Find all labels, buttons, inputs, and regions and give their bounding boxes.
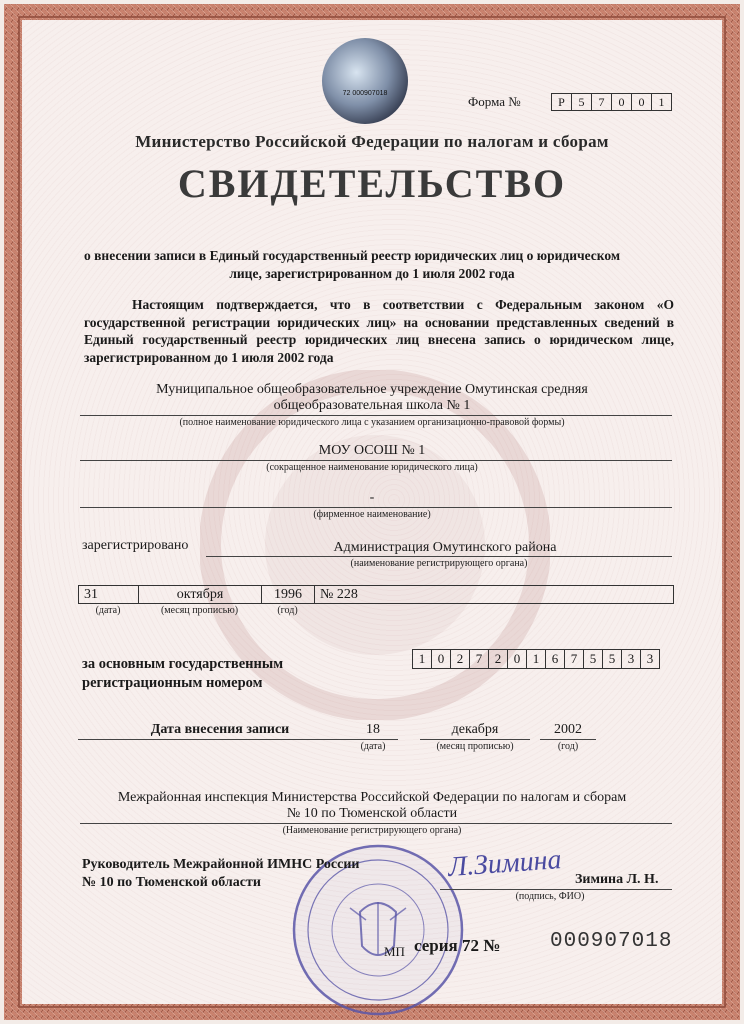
day-caption: (дата) bbox=[95, 605, 121, 616]
entity-full-name-line-2: общеобразовательная школа № 1 bbox=[273, 398, 471, 413]
divider bbox=[420, 739, 530, 740]
entity-full-name-line-1: Муниципальное общеобразовательное учреждение Омутинская средняя bbox=[156, 382, 588, 397]
form-number-digit-box: 7 bbox=[591, 93, 612, 111]
serial-number: 000907018 bbox=[550, 930, 673, 953]
form-number-digit-box: Р bbox=[551, 93, 572, 111]
firm-name-caption: (фирменное наименование) bbox=[313, 509, 431, 520]
divider bbox=[440, 889, 672, 890]
hologram-icon bbox=[322, 38, 408, 124]
series-label: серия 72 № bbox=[414, 936, 501, 955]
ogrn-digit-box: 1 bbox=[412, 649, 432, 669]
registration-authority: Администрация Омутинского района bbox=[333, 540, 557, 555]
ogrn-label bbox=[82, 655, 283, 693]
divider bbox=[540, 739, 596, 740]
entry-year-caption: (год) bbox=[557, 741, 579, 752]
signatory-position bbox=[82, 856, 359, 892]
ogrn-digit-box: 7 bbox=[564, 649, 584, 669]
registration-year: 1996 bbox=[274, 587, 302, 602]
subtitle-line-1: о внесении записи в Единый государственный реестр юридических лиц о юридическом bbox=[84, 248, 621, 263]
month-caption: (месяц прописью) bbox=[160, 605, 239, 616]
ogrn-digit-box: 0 bbox=[431, 649, 451, 669]
entry-month: декабря bbox=[451, 722, 499, 737]
registered-label: зарегистрировано bbox=[82, 538, 189, 553]
entry-month-caption: (месяц прописью) bbox=[436, 741, 514, 752]
divider bbox=[80, 507, 672, 508]
divider bbox=[78, 739, 360, 740]
form-label: Форма № bbox=[468, 94, 521, 109]
ogrn-digit-box: 6 bbox=[545, 649, 565, 669]
form-number-digit-box: 1 bbox=[651, 93, 672, 111]
ogrn-digit-box: 1 bbox=[526, 649, 546, 669]
ogrn-digit-box: 5 bbox=[602, 649, 622, 669]
short-name-caption: (сокращенное наименование юридического лица) bbox=[266, 462, 478, 473]
subtitle-line-2: лице, зарегистрированном до 1 июля 2002 года bbox=[229, 266, 515, 281]
divider bbox=[348, 739, 398, 740]
handwritten-signature: Л.Зимина bbox=[447, 844, 563, 883]
ogrn-number-boxes bbox=[412, 649, 660, 669]
form-number-digit-box: 5 bbox=[571, 93, 592, 111]
ogrn-digit-box: 2 bbox=[488, 649, 508, 669]
ogrn-digit-box: 2 bbox=[450, 649, 470, 669]
entry-date-label: Дата внесения записи bbox=[150, 722, 290, 737]
registration-number: № 228 bbox=[320, 587, 358, 602]
entry-day: 18 bbox=[366, 722, 380, 737]
page-title: СВИДЕТЕЛЬСТВО bbox=[177, 161, 567, 206]
entry-year: 2002 bbox=[554, 722, 582, 737]
form-number-boxes bbox=[551, 93, 672, 111]
position-line-1: Руководитель Межрайонной ИМНС России bbox=[82, 857, 360, 872]
statement-line-3: сведений в Единый государственный реестр юридических лиц внесена запись о bbox=[84, 314, 675, 347]
seal-place-label: МП bbox=[384, 944, 405, 959]
full-name-caption: (полное наименование юридического лица с указанием организационно-правовой формы) bbox=[179, 417, 565, 428]
ogrn-digit-box: 5 bbox=[583, 649, 603, 669]
ogrn-digit-box: 0 bbox=[507, 649, 527, 669]
signatory-name: Зимина Л. Н. bbox=[575, 872, 659, 887]
ogrn-digit-box: 3 bbox=[621, 649, 641, 669]
registration-month: октября bbox=[176, 587, 224, 602]
statement-line-2: «О государственной регистрации юридических лиц» на основании представленных bbox=[84, 297, 674, 330]
inspection-line-2: № 10 по Тюменской области bbox=[286, 806, 458, 821]
inspection-caption: (Наименование регистрирующего органа) bbox=[282, 825, 462, 836]
hologram-text: 72 000907018 bbox=[342, 90, 388, 97]
divider bbox=[80, 460, 672, 461]
ogrn-digit-box: 3 bbox=[640, 649, 660, 669]
divider bbox=[80, 823, 672, 824]
statement-line-4: юридическом лице, зарегистрированном до 1 июля 2002 года bbox=[84, 332, 675, 365]
year-caption: (год) bbox=[277, 605, 298, 616]
divider bbox=[206, 556, 672, 557]
divider bbox=[80, 415, 672, 416]
ogrn-digit-box: 7 bbox=[469, 649, 489, 669]
authority-caption: (наименование регистрирующего органа) bbox=[350, 558, 528, 569]
divider bbox=[314, 585, 315, 604]
entry-day-caption: (дата) bbox=[360, 741, 386, 752]
entity-short-name: МОУ ОСОШ № 1 bbox=[318, 443, 426, 458]
divider bbox=[138, 585, 139, 604]
registration-day: 31 bbox=[84, 587, 98, 602]
form-number-digit-box: 0 bbox=[631, 93, 652, 111]
signature-caption: (подпись, ФИО) bbox=[515, 891, 585, 902]
form-number-digit-box: 0 bbox=[611, 93, 632, 111]
statement bbox=[84, 296, 674, 366]
ministry-name: Министерство Российской Федерации по налогам и сборам bbox=[135, 132, 609, 151]
position-line-2: № 10 по Тюменской области bbox=[82, 875, 261, 890]
entity-firm-name: - bbox=[369, 490, 375, 505]
ogrn-label-line-2: регистрационным номером bbox=[82, 675, 263, 691]
statement-line-1: Настоящим подтверждается, что в соответствии с Федеральным законом bbox=[132, 297, 645, 312]
inspection-line-1: Межрайонная инспекция Министерства Российской Федерации по налогам и сборам bbox=[117, 790, 627, 805]
ogrn-label-line-1: за основным государственным bbox=[82, 656, 284, 672]
